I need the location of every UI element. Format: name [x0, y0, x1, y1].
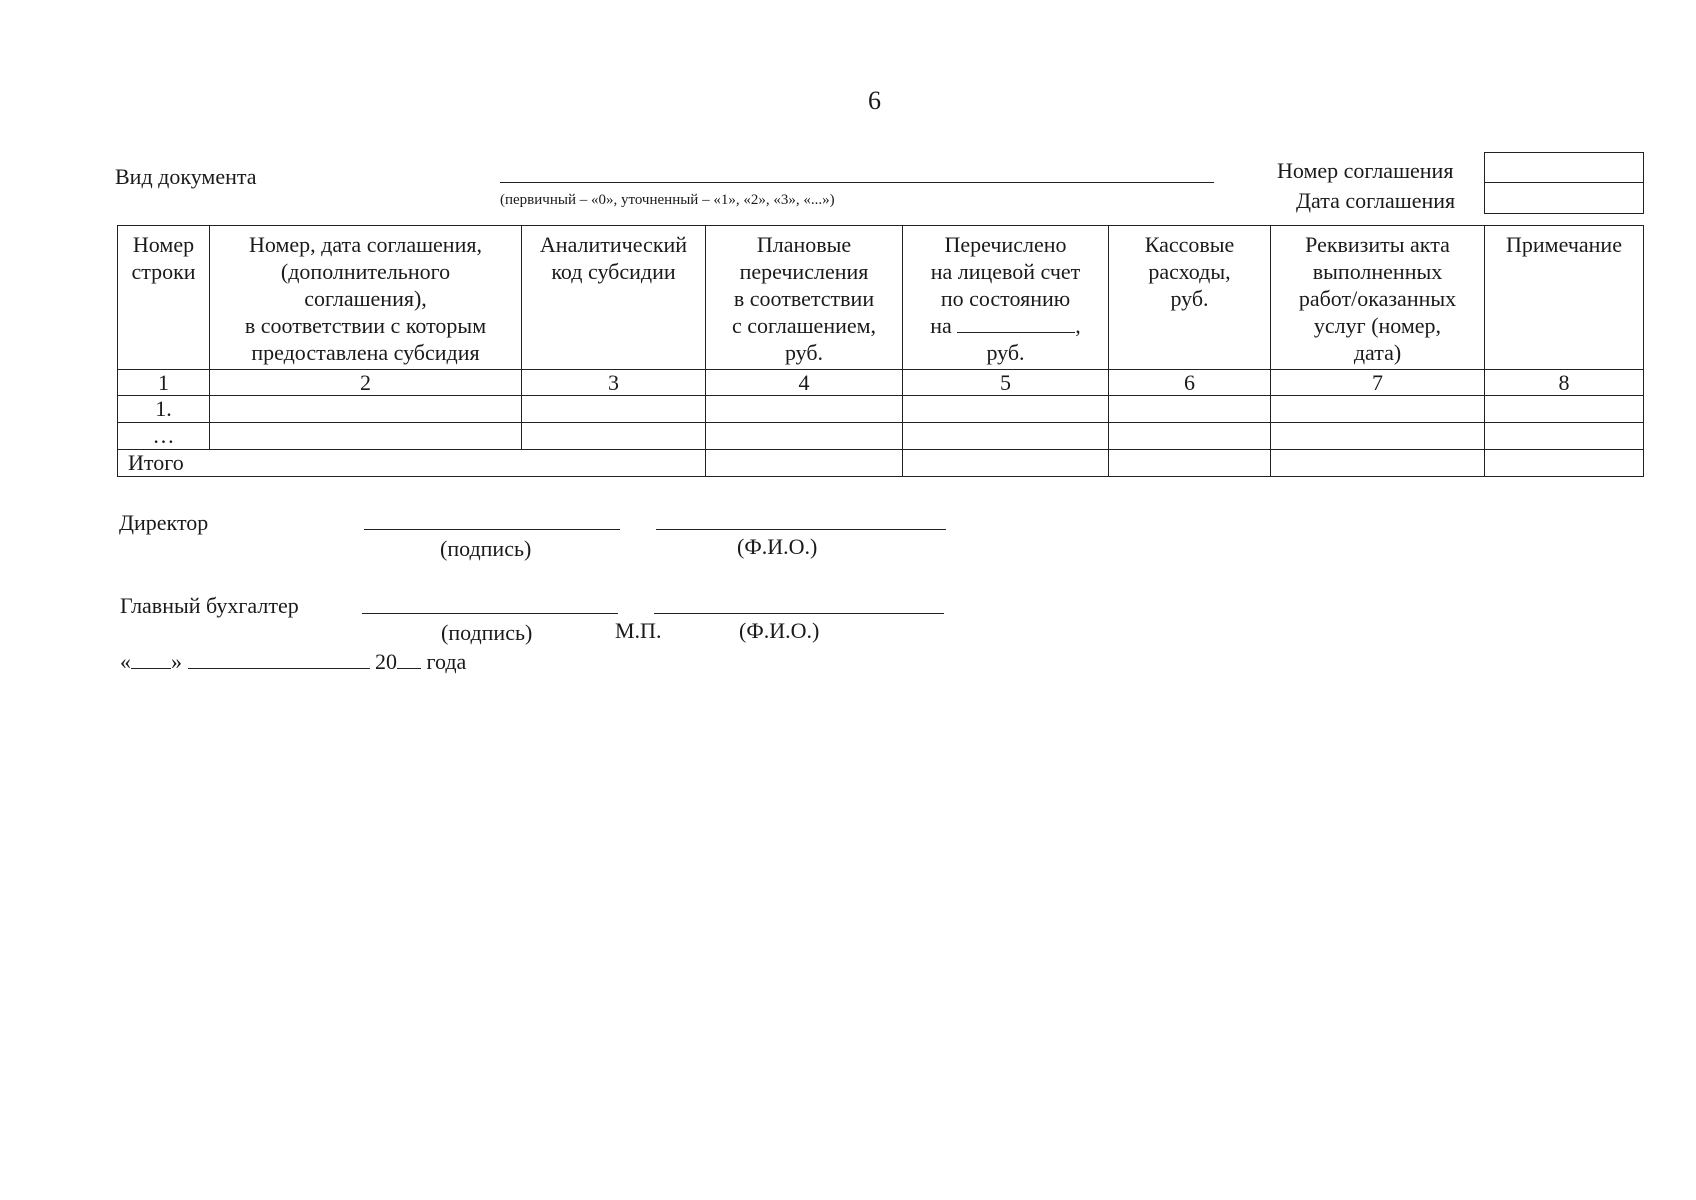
header-act-details: Реквизиты акта выполненных работ/оказанных услуг (номер, дата) [1271, 226, 1485, 370]
page-number: 6 [868, 86, 881, 115]
table-cell[interactable] [706, 450, 903, 477]
stamp-hint: М.П. [615, 618, 662, 643]
date-line: « » 20 года [120, 649, 467, 674]
header-cash-expenses: Кассовые расходы, руб. [1109, 226, 1271, 370]
table-cell[interactable] [1485, 396, 1644, 423]
header-row-number: Номер строки [118, 226, 210, 370]
column-number: 1 [118, 370, 210, 396]
table-cell[interactable] [1271, 423, 1485, 450]
table-cell[interactable] [903, 423, 1109, 450]
agreement-number-field[interactable] [1484, 152, 1644, 184]
year-blank[interactable] [397, 650, 421, 669]
table-cell[interactable] [1271, 396, 1485, 423]
row-number-cell: … [118, 423, 210, 450]
header-planned-transfers: Плановые перечисления в соответствии с соглашением, руб. [706, 226, 903, 370]
column-number: 3 [522, 370, 706, 396]
header-analytic-code: Аналитический код субсидии [522, 226, 706, 370]
director-name-line[interactable] [656, 529, 946, 530]
column-number: 7 [1271, 370, 1485, 396]
document-type-label: Вид документа [115, 164, 257, 189]
table-cell[interactable] [1271, 450, 1485, 477]
director-label: Директор [119, 510, 209, 535]
table-cell[interactable] [1109, 396, 1271, 423]
header-agreement: Номер, дата соглашения, (дополнительного соглашения), в соответствии с которым предоставлена субсидия [210, 226, 522, 370]
agreement-date-field[interactable] [1484, 182, 1644, 214]
document-type-line[interactable] [500, 182, 1214, 183]
table-total-row [118, 450, 1644, 477]
month-blank[interactable] [188, 650, 370, 669]
table-cell[interactable] [903, 396, 1109, 423]
document-type-hint: (первичный – «0», уточненный – «1», «2», «3», «...») [500, 192, 835, 208]
table-cell[interactable] [706, 423, 903, 450]
row-number-cell: 1. [118, 396, 210, 423]
accountant-signature-hint: (подпись) [441, 620, 533, 645]
column-number: 5 [903, 370, 1109, 396]
table-cell[interactable] [210, 423, 522, 450]
table-cell[interactable] [1109, 423, 1271, 450]
accountant-signature-line[interactable] [362, 613, 618, 614]
table-cell[interactable] [706, 396, 903, 423]
table-cell[interactable] [1485, 450, 1644, 477]
director-signature-hint: (подпись) [440, 536, 532, 561]
table-cell[interactable] [1485, 423, 1644, 450]
column-number-row [118, 370, 1644, 396]
director-name-hint: (Ф.И.О.) [737, 534, 818, 559]
header-note: Примечание [1485, 226, 1644, 370]
subsidy-table [117, 225, 1644, 477]
table-row [118, 396, 1644, 423]
agreement-number-label: Номер соглашения [1277, 158, 1454, 183]
header-transferred: Перечислено на лицевой счет по состоянию на , руб. [903, 226, 1109, 370]
day-blank[interactable] [131, 650, 171, 669]
accountant-name-hint: (Ф.И.О.) [739, 618, 820, 643]
table-cell[interactable] [903, 450, 1109, 477]
agreement-date-label: Дата соглашения [1296, 188, 1456, 213]
director-signature-line[interactable] [364, 529, 620, 530]
column-number: 6 [1109, 370, 1271, 396]
table-cell[interactable] [210, 396, 522, 423]
accountant-name-line[interactable] [654, 613, 944, 614]
column-number: 2 [210, 370, 522, 396]
table-header-row [118, 226, 1644, 370]
table-cell[interactable] [522, 423, 706, 450]
total-label: Итого [118, 450, 706, 477]
date-blank-line[interactable] [957, 314, 1075, 333]
table-row [118, 423, 1644, 450]
table-cell[interactable] [1109, 450, 1271, 477]
chief-accountant-label: Главный бухгалтер [120, 593, 299, 618]
column-number: 8 [1485, 370, 1644, 396]
table-cell[interactable] [522, 396, 706, 423]
column-number: 4 [706, 370, 903, 396]
